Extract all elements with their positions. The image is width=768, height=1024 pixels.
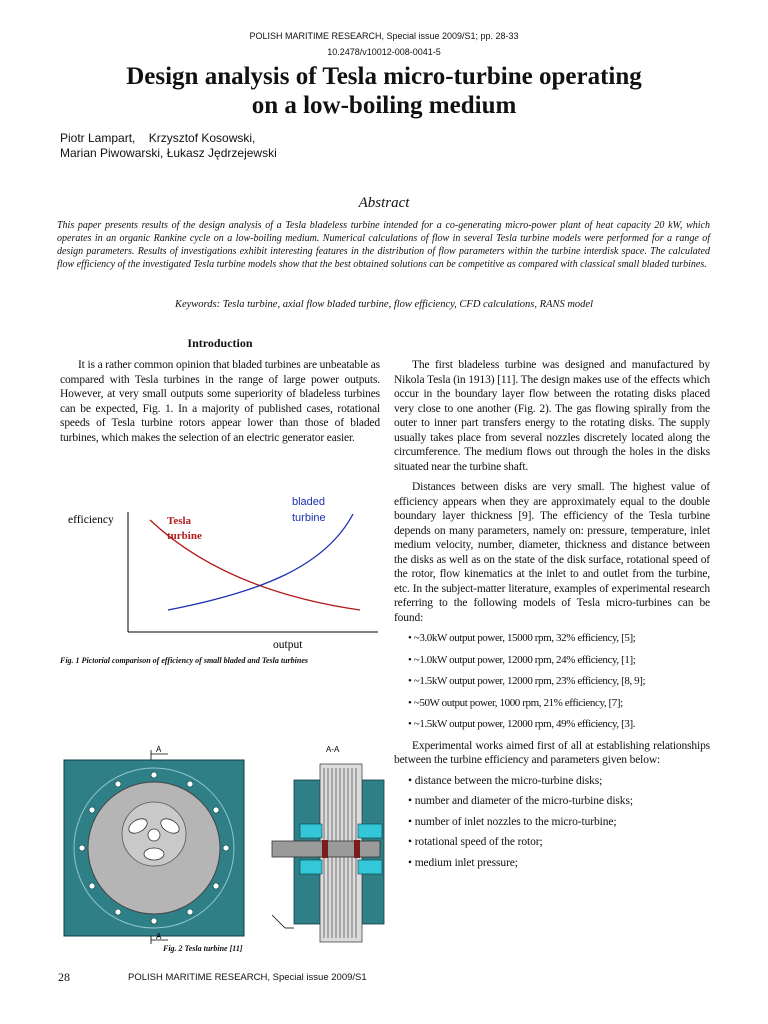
bladed-curve: [168, 514, 353, 610]
turbine-models-list: [394, 631, 710, 732]
list-item: • rotational speed of the rotor;: [408, 836, 543, 848]
section-mark-bottom: A: [156, 932, 162, 941]
title-line-1: Design analysis of Tesla micro-turbine operating: [126, 63, 642, 90]
section-mark-top: A: [156, 745, 162, 754]
list-item: • number and diameter of the micro-turbine disks;: [408, 795, 633, 807]
right-column: [394, 358, 710, 876]
intro-paragraph: It is a rather common opinion that bladed turbines are unbeatable as compared with Tesla turbines in the range of large power outputs. However, at very small outputs some superiority of bladeless turbines can be expected, Fig. 1. In a majority of published cases, rotational speeds of Tesla turbine rotors appear lower than those of bladed turbines, which makes the selection of an electric generator easier.: [60, 359, 380, 444]
figure-2-drawing: [60, 740, 390, 960]
list-item: • ~50W output power, 1000 rpm, 21% efficiency, [7];: [408, 696, 623, 709]
figure-1-chart: [60, 492, 380, 654]
bladed-label-1: bladed: [292, 496, 326, 508]
footer-journal: POLISH MARITIME RESEARCH, Special issue 2009/S1: [128, 972, 367, 983]
abstract-heading: Abstract: [358, 195, 410, 211]
right-paragraph-1: The first bladeless turbine was designed and manufactured by Nikola Tesla (in 1913) [11]. The design makes use of the effects which occur in the boundary layer flow between the rotating disks placed very close to one another (Fig. 2). The gas flowing spirally from the outer to inner part transfers energy to the rotating disks. The supply usually takes place from several nozzles discretely located along the circumference. The medium flows out through the holes in the disks situated near the turbine shaft.: [394, 359, 710, 473]
title-line-2: on a low-boiling medium: [251, 92, 517, 119]
page-number: 28: [58, 970, 70, 984]
shaft-hole: [148, 829, 160, 841]
parameters-list: [394, 774, 710, 871]
figure-2-caption: Fig. 2 Tesla turbine [11]: [163, 944, 243, 953]
figure-1-caption: Fig. 1 Pictorial comparison of efficiency of small bladed and Tesla turbines: [60, 656, 308, 665]
authors: [60, 131, 277, 161]
authors-line-2: Marian Piwowarski, Łukasz Jędrzejewski: [60, 146, 277, 160]
tesla-label-1: Tesla: [167, 515, 192, 527]
right-paragraph-3: Experimental works aimed first of all at establishing relationships between the turbine efficiency and parameters given below:: [394, 739, 710, 766]
list-item: • ~3.0kW output power, 15000 rpm, 32% efficiency, [5];: [408, 632, 636, 644]
left-column: [60, 358, 380, 445]
list-item: • ~1.5kW output power, 12000 rpm, 23% efficiency, [8, 9];: [408, 675, 646, 687]
right-paragraph-2: Distances between disks are very small. The highest value of efficiency appears when they are approximately equal to the double boundary layer thickness [9]. The efficiency of the Tesla turbine depends on many parameters, namely on: pressure, temperature, inlet medium velocity, number, diameter, thickness and distance between the disks as well as on the state of the disk surface, rotational speed of the rotor, flow kinematics at the inlet to and outlet from the turbine, etc. In the subject-matter literature, examples of experimental research referring to the following models of Tesla micro-turbines can be found:: [394, 481, 710, 624]
exhaust-port: [144, 848, 164, 860]
paper-title: [30, 62, 738, 120]
abstract-text: This paper presents results of the design analysis of a Tesla bladeless turbine intended for a co-generating micro-power plant of heat capacity 20 kW, which operates in an organic Rankine cycle on a low-boiling medium. Numerical calculations of flow in several Tesla turbine models were performed for a range of design parameters. Results of investigations exhibit interesting features in the distribution of flow parameters within the turbine interdisk space. The calculated flow efficiency of the investigated Tesla turbine models show that the best obtained solutions can be competitive as compared with classical small bladed turbines.: [57, 220, 710, 270]
list-item: • ~1.0kW output power, 12000 rpm, 24% efficiency, [1];: [408, 653, 636, 666]
list-item: • number of inlet nozzles to the micro-turbine;: [408, 815, 617, 828]
list-item: • ~1.5kW output power, 12000 rpm, 49% efficiency, [3].: [408, 718, 636, 730]
doi: 10.2478/v10012-008-0041-5: [327, 47, 441, 57]
section-label: A-A: [326, 745, 340, 754]
list-item: • distance between the micro-turbine disks;: [408, 774, 603, 787]
authors-line-1: Piotr Lampart, Krzysztof Kosowski,: [60, 131, 256, 145]
tesla-label-2: turbine: [167, 530, 202, 542]
journal-header: POLISH MARITIME RESEARCH, Special issue 2009/S1; pp. 28-33: [249, 31, 519, 41]
keywords: Keywords: Tesla turbine, axial flow bladed turbine, flow efficiency, CFD calculations, RANS model: [174, 299, 594, 310]
introduction-heading: Introduction: [187, 336, 253, 350]
bladed-label-2: turbine: [292, 512, 326, 524]
list-item: • medium inlet pressure;: [408, 856, 518, 869]
fig1-xlabel: output: [273, 639, 303, 651]
fig1-ylabel: efficiency: [68, 514, 114, 526]
